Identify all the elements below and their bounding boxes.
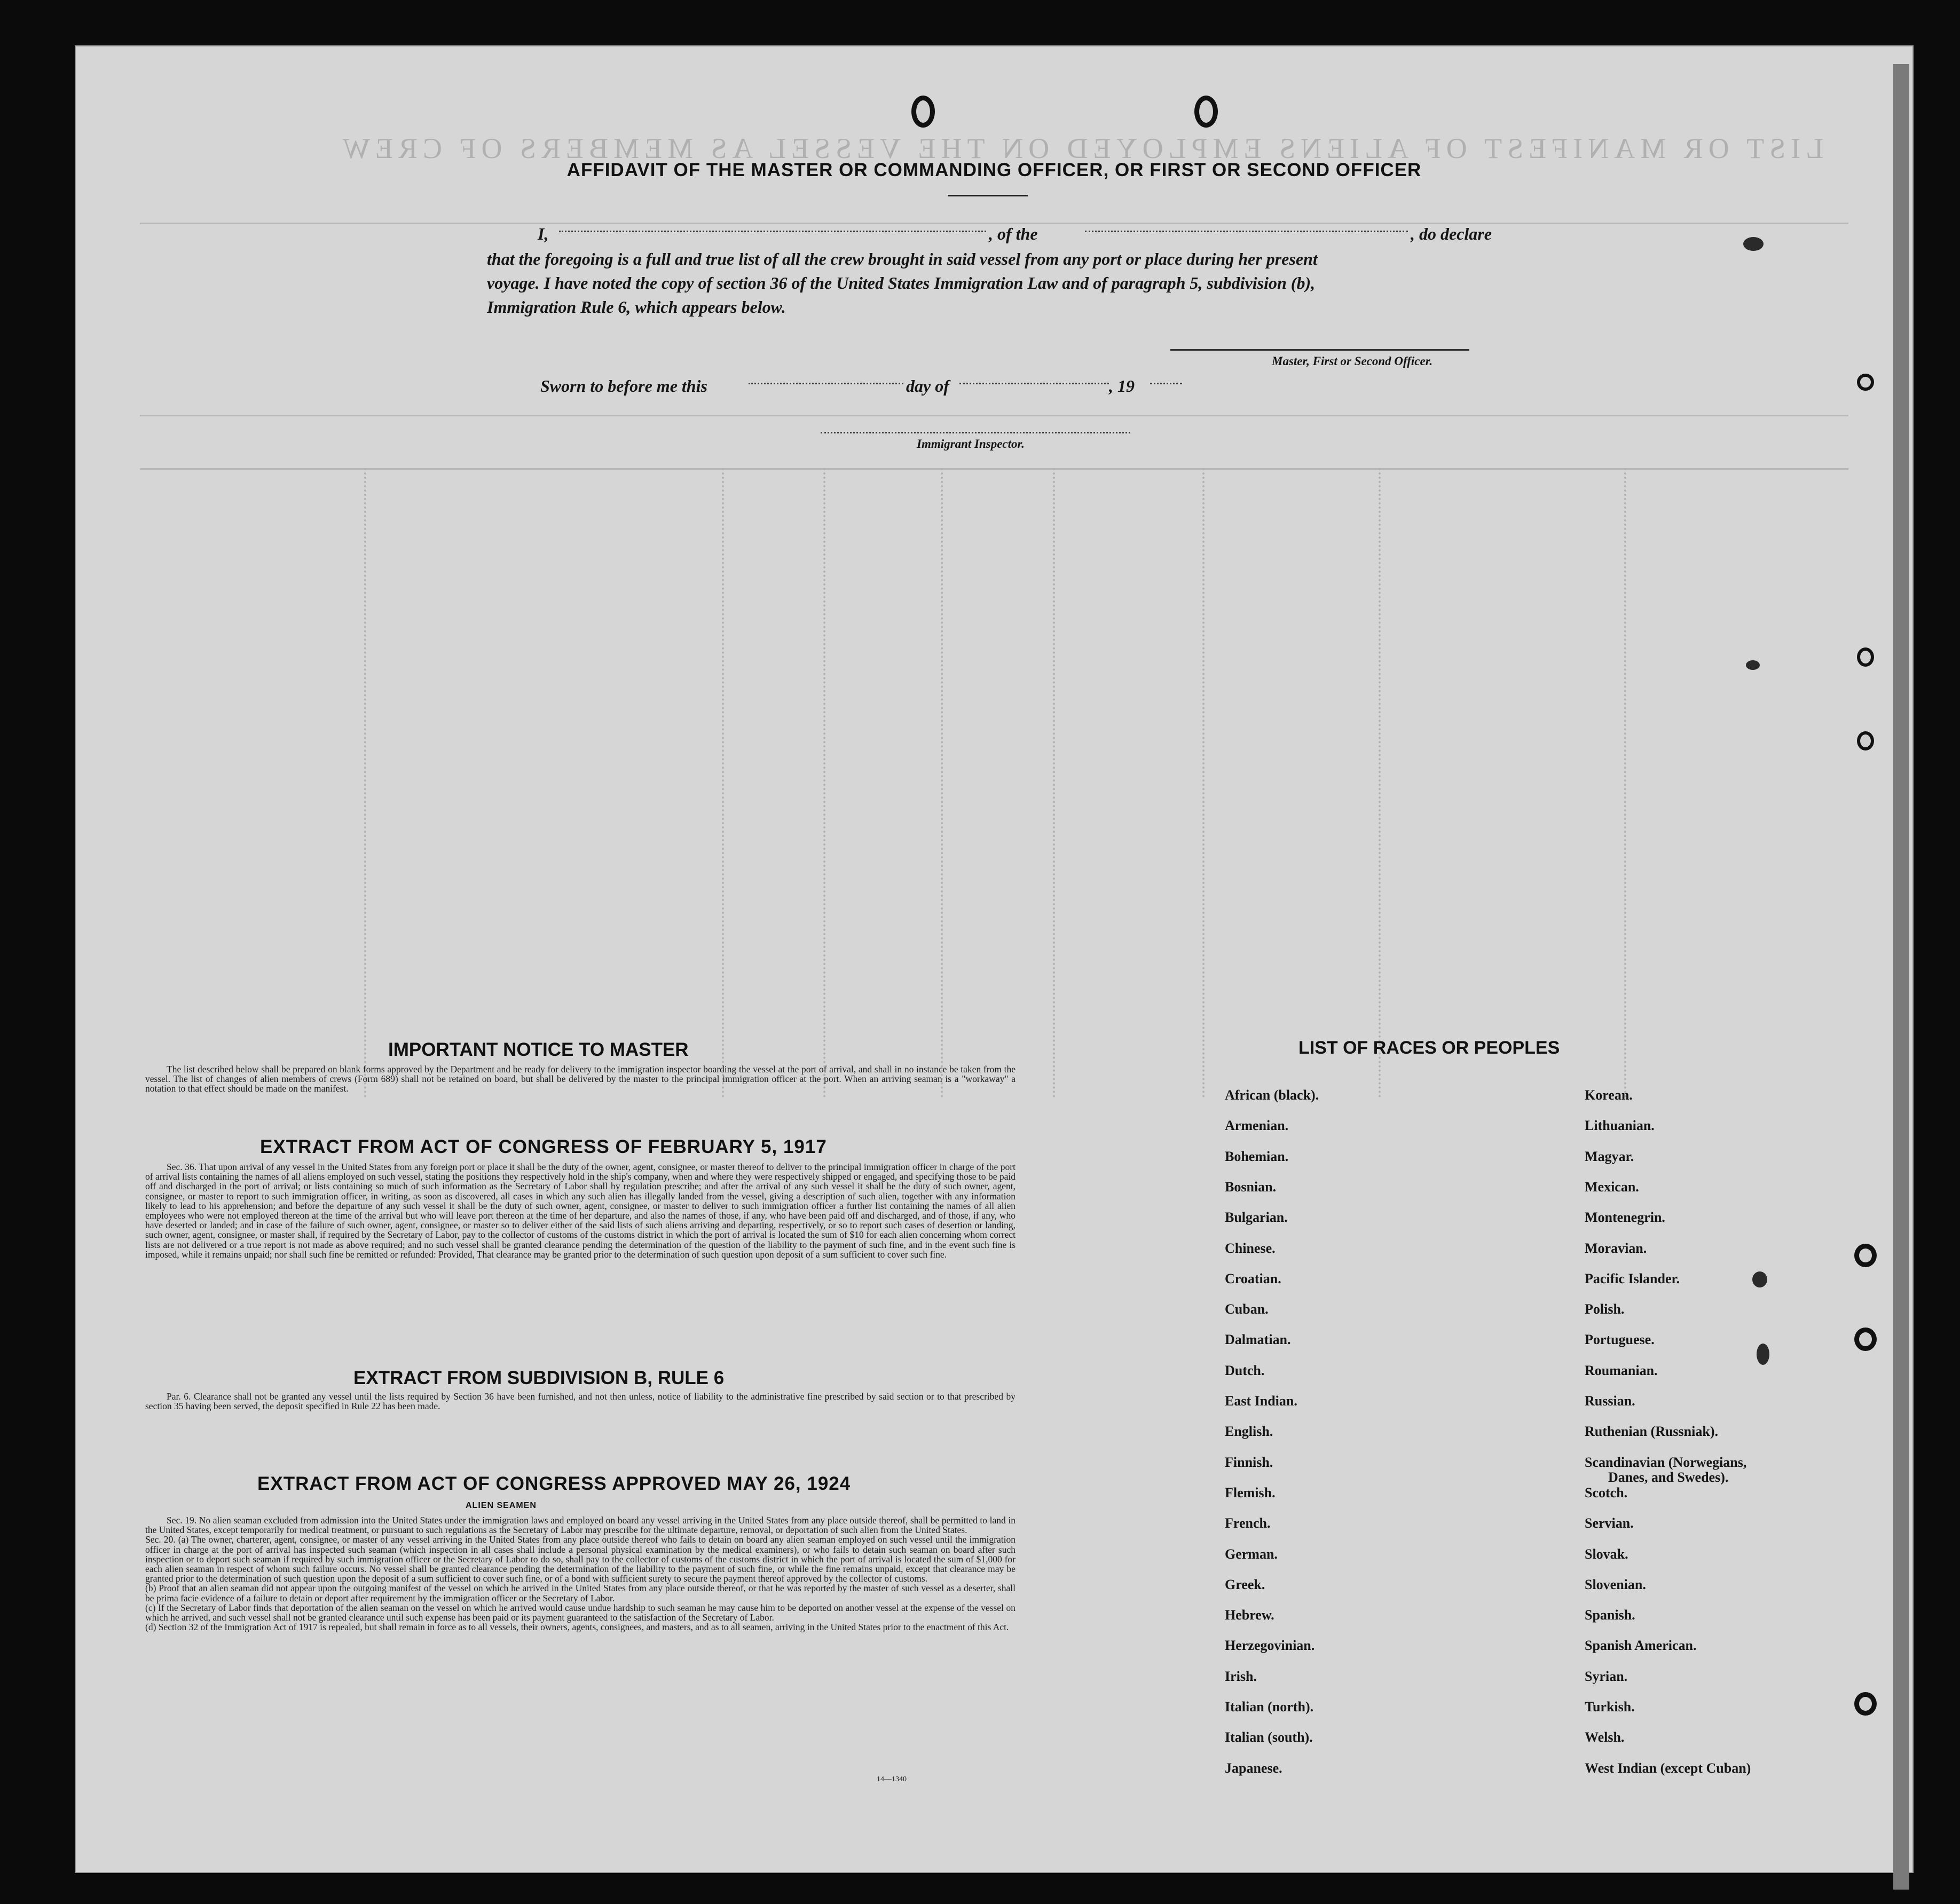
race-item: Welsh.	[1585, 1729, 1625, 1745]
race-item: Herzegovinian.	[1225, 1638, 1315, 1654]
race-item: Chinese.	[1225, 1240, 1276, 1256]
affidavit-of-the: , of the	[989, 224, 1038, 243]
ink-mark	[1746, 660, 1760, 670]
race-item: Lithuanian.	[1585, 1118, 1655, 1134]
race-item: East Indian.	[1225, 1393, 1297, 1409]
race-item: Italian (south).	[1225, 1729, 1313, 1745]
ghost-column-rule	[1624, 468, 1626, 1098]
ghost-column-rule	[823, 468, 825, 1098]
punch-hole	[911, 96, 935, 128]
ink-mark	[1743, 237, 1764, 251]
notice-title: IMPORTANT NOTICE TO MASTER	[388, 1039, 689, 1060]
race-item: Croatian.	[1225, 1270, 1281, 1286]
race-item: French.	[1225, 1515, 1271, 1531]
race-item: Servian.	[1585, 1515, 1634, 1531]
inspector-label: Immigrant Inspector.	[917, 437, 1025, 451]
race-item: African (black).	[1225, 1087, 1319, 1103]
sheet-edge	[1893, 64, 1909, 1890]
form-number: 14—1340	[877, 1775, 907, 1783]
extract-1924-text: Sec. 19. No alien seaman excluded from admission into the United States under the immigration laws and employed on board any vessel arriving in the United States from any place outside thereof, shall be permitted to land in the United States, except temporarily for medical treatment, or pursuant to such regulations as the Secretary of Labor may prescribe for the ultimate departure, removal, or deportation of such alien from the United States. Sec. 20. (a) The owner, charterer, agent, consignee, or master of any vessel arriving in the United States from any place outside thereof who fails to detain on board any alien seaman employed on such vessel until the immigration officer in charge at the port of arrival has inspected such seaman (which inspection in all cases shall include a personal physical examination by the medical examiners), or who fails to detain such seaman on board after such inspection or to deport such seaman if required by such immigration officer or the Secretary of Labor to do so, shall pay to the collector of customs of the customs district in which the port of arrival is located the sum of $1,000 for each alien seaman in respect of whom such failure occurs. No vessel shall be granted clearance pending the determination of the liability to the payment of such fine, or while the fine remains unpaid, except that clearance may be granted prior to the determination of such question upon the deposit of a sum sufficient to cover such fine, or of a bond with sufficient surety to secure the payment thereof approved by the collector of customs. (b) Proof that an alien seaman did not appear upon the outgoing manifest of the vessel on which he arrived in the United States from any place outside thereof, or that he was reported by the master of such vessel as a deserter, shall be prima facie evidence of a failure to detain or deport after requirement by the immigration officer or the Secretary of Labor. (c) If the Secretary of Labor finds that deportation of the alien seaman on the vessel on which he arrived would cause undue hardship to such seaman he may cause him to be deported on another vessel at the expense of the vessel on which he arrived, and such vessel shall not be granted clearance until such expense has been paid or its payment guaranteed to the satisfaction of the Secretary of Labor. (d) Section 32 of the Immigration Act of 1917 is repealed, but shall remain in force as to all vessels, their owners, agents, consignees, and masters, and as to all seamen, arriving in the United States prior to the enactment of this Act.	[145, 1515, 1016, 1633]
affidavit-title: AFFIDAVIT OF THE MASTER OR COMMANDING OFFICER, OR FIRST OR SECOND OFFICER	[566, 160, 1422, 180]
binder-hole	[1857, 731, 1874, 750]
sworn-label: Sworn to before me this	[540, 376, 707, 396]
race-item: Irish.	[1225, 1668, 1257, 1684]
race-item: Korean.	[1585, 1087, 1633, 1103]
race-item: Slovenian.	[1585, 1576, 1646, 1592]
race-item: Bulgarian.	[1225, 1210, 1288, 1226]
manifest-sheet	[75, 45, 1914, 1873]
affidavit-declare: , do declare	[1411, 224, 1492, 243]
race-item: Russian.	[1585, 1393, 1635, 1409]
race-item: Japanese.	[1225, 1760, 1282, 1776]
binder-hole	[1854, 1244, 1877, 1267]
race-item: Mexican.	[1585, 1179, 1639, 1195]
binder-hole	[1857, 374, 1874, 391]
race-item: Spanish American.	[1585, 1638, 1697, 1654]
race-item: West Indian (except Cuban)	[1585, 1760, 1751, 1776]
ghost-column-rule	[364, 468, 366, 1098]
race-item: English.	[1225, 1424, 1273, 1440]
race-item: Moravian.	[1585, 1240, 1647, 1256]
race-item: Bohemian.	[1225, 1148, 1289, 1164]
ghost-column-rule	[1379, 468, 1381, 1098]
affidavit-line4: Immigration Rule 6, which appears below.	[487, 297, 786, 317]
race-item: Bosnian.	[1225, 1179, 1277, 1195]
day-of-label: day of	[906, 376, 949, 396]
race-item: Hebrew.	[1225, 1607, 1274, 1623]
extract-1917-text: Sec. 36. That upon arrival of any vessel in the United States from any foreign port or place it shall be the duty of the owner, agent, consignee, or master thereof to deliver to the principal immigration officer in charge of the port of arrival lists containing the names of all aliens employed on such vessel, stating the positions they respectively hold in the ship's company, when and where they were respectively shipped or engaged, and specifying those to be paid off and discharged in the port of arrival; or lists containing so much of such information as the Secretary of Labor shall by regulation prescribe; and after the arrival of any such vessel it shall be the duty of such owner, agent, consignee, or master to report to such immigration officer, in writing, as soon as discovered, all cases in which any such alien has illegally landed from the vessel, giving a description of such alien, together with any information likely to lead to his apprehension; and before the departure of any such vessel it shall be the duty of such owner, agent, consignee, or master to deliver to such immigration officer a further list containing the names of all alien employees who were not employed thereon at the time of the arrival but who will leave port thereon at the time of her departure, and also the names of those, if any, who have been paid off and discharged, and of those, if any, who have deserted or landed; and in case of the failure of such owner, agent, consignee, or master so to deliver either of the said lists of such aliens arriving and departing, respectively, or so to report such cases of desertion or landing, such owner, agent, consignee, or master shall, if required by the Secretary of Labor, pay to the collector of customs of the customs district in which the port of arrival is located the sum of $10 for each alien concerning whom correct lists are not delivered or a true report is not made as above required; and no such vessel shall be granted clearance pending the determination of the question of the liability to the payment of such fine, and in the event such fine is imposed, while it remains unpaid; nor shall such fine be remitted or refunded: Provided, That clearance may be granted prior to the determination of such question upon deposit of a sum sufficient to cover such fine.	[145, 1162, 1016, 1260]
ghost-column-rule	[1202, 468, 1205, 1098]
binder-hole	[1854, 1328, 1877, 1351]
race-item: Spanish.	[1585, 1607, 1635, 1623]
race-item: Greek.	[1225, 1576, 1265, 1592]
inspector-line[interactable]	[821, 432, 1130, 433]
ghost-rule	[140, 415, 1848, 416]
race-item: Slovak.	[1585, 1546, 1628, 1562]
extract-rule6-title: EXTRACT FROM SUBDIVISION B, RULE 6	[353, 1368, 725, 1388]
race-item: Turkish.	[1585, 1699, 1635, 1715]
race-item: Magyar.	[1585, 1148, 1634, 1164]
extract-1924-title: EXTRACT FROM ACT OF CONGRESS APPROVED MAY 26, 1924	[257, 1473, 851, 1494]
notice-text: The list described below shall be prepared on blank forms approved by the Department and be ready for delivery to the immigration inspector boarding the vessel at the port of arrival, and shall in no instance be taken from the vessel. The list of changes of alien members of crews (Form 689) shall not be retained on board, but shall be delivered by the master to the principal immigration officer at the port. When an arriving seaman is a "workaway" a notation to that effect should be made on the manifest.	[145, 1064, 1016, 1094]
race-item: Scandinavian (Norwegians,	[1585, 1454, 1747, 1470]
race-item: Polish.	[1585, 1301, 1625, 1317]
race-item: Italian (north).	[1225, 1699, 1314, 1715]
race-item: Flemish.	[1225, 1484, 1276, 1500]
year-label: , 19	[1109, 376, 1135, 396]
extract-rule6-text: Par. 6. Clearance shall not be granted any vessel until the lists required by Section 36 have been furnished, and not then unless, notice of liability to the administrative fine prescribed by said section or to that prescribed by section 35 having been served, the deposit specified in Rule 22 has been made.	[145, 1391, 1016, 1412]
races-title: LIST OF RACES OR PEOPLES	[1298, 1038, 1560, 1058]
race-item: Portuguese.	[1585, 1332, 1655, 1348]
sworn-month-blank[interactable]	[959, 383, 1109, 384]
binder-hole	[1854, 1692, 1877, 1716]
ink-mark	[1752, 1271, 1767, 1287]
race-item: Ruthenian (Russniak).	[1585, 1424, 1718, 1440]
ghost-column-rule	[941, 468, 943, 1098]
race-item: Dutch.	[1225, 1362, 1265, 1378]
title-underline	[948, 195, 1028, 196]
race-item: Danes, and Swedes).	[1608, 1469, 1729, 1485]
race-item: Syrian.	[1585, 1668, 1628, 1684]
extract-1924-subtitle: ALIEN SEAMEN	[466, 1501, 537, 1510]
race-item: Finnish.	[1225, 1454, 1273, 1470]
binder-hole	[1857, 647, 1874, 667]
name-blank[interactable]	[559, 231, 986, 232]
race-item: Roumanian.	[1585, 1362, 1658, 1378]
race-item: Montenegrin.	[1585, 1210, 1665, 1226]
race-item: Dalmatian.	[1225, 1332, 1291, 1348]
race-item: Pacific Islander.	[1585, 1270, 1680, 1286]
affidavit-line3: voyage. I have noted the copy of section 36 of the United States Immigration Law and of paragraph 5, subdivision (b),	[487, 273, 1316, 293]
race-item: Armenian.	[1225, 1118, 1289, 1134]
race-item: German.	[1225, 1546, 1278, 1562]
ghost-column-rule	[722, 468, 724, 1098]
vessel-blank[interactable]	[1085, 231, 1408, 232]
ghost-header: LIST OR MANIFEST OF ALIENS EMPLOYED ON THE VESSEL AS MEMBERS OF CREW	[337, 132, 1824, 164]
extract-1917-title: EXTRACT FROM ACT OF CONGRESS OF FEBRUARY 5, 1917	[260, 1136, 827, 1157]
signature-line[interactable]	[1170, 349, 1469, 351]
race-item: Scotch.	[1585, 1484, 1628, 1500]
punch-hole	[1194, 96, 1218, 128]
ghost-rule	[140, 468, 1848, 470]
sworn-day-blank[interactable]	[749, 383, 903, 384]
ink-mark	[1757, 1344, 1769, 1365]
master-signature-label: Master, First or Second Officer.	[1272, 354, 1433, 368]
sworn-year-blank[interactable]	[1150, 383, 1182, 384]
affidavit-line2: that the foregoing is a full and true list of all the crew brought in said vessel from any port or place during her present	[487, 249, 1318, 268]
ghost-column-rule	[1053, 468, 1055, 1098]
race-item: Cuban.	[1225, 1301, 1269, 1317]
affidavit-i: I,	[538, 224, 549, 243]
